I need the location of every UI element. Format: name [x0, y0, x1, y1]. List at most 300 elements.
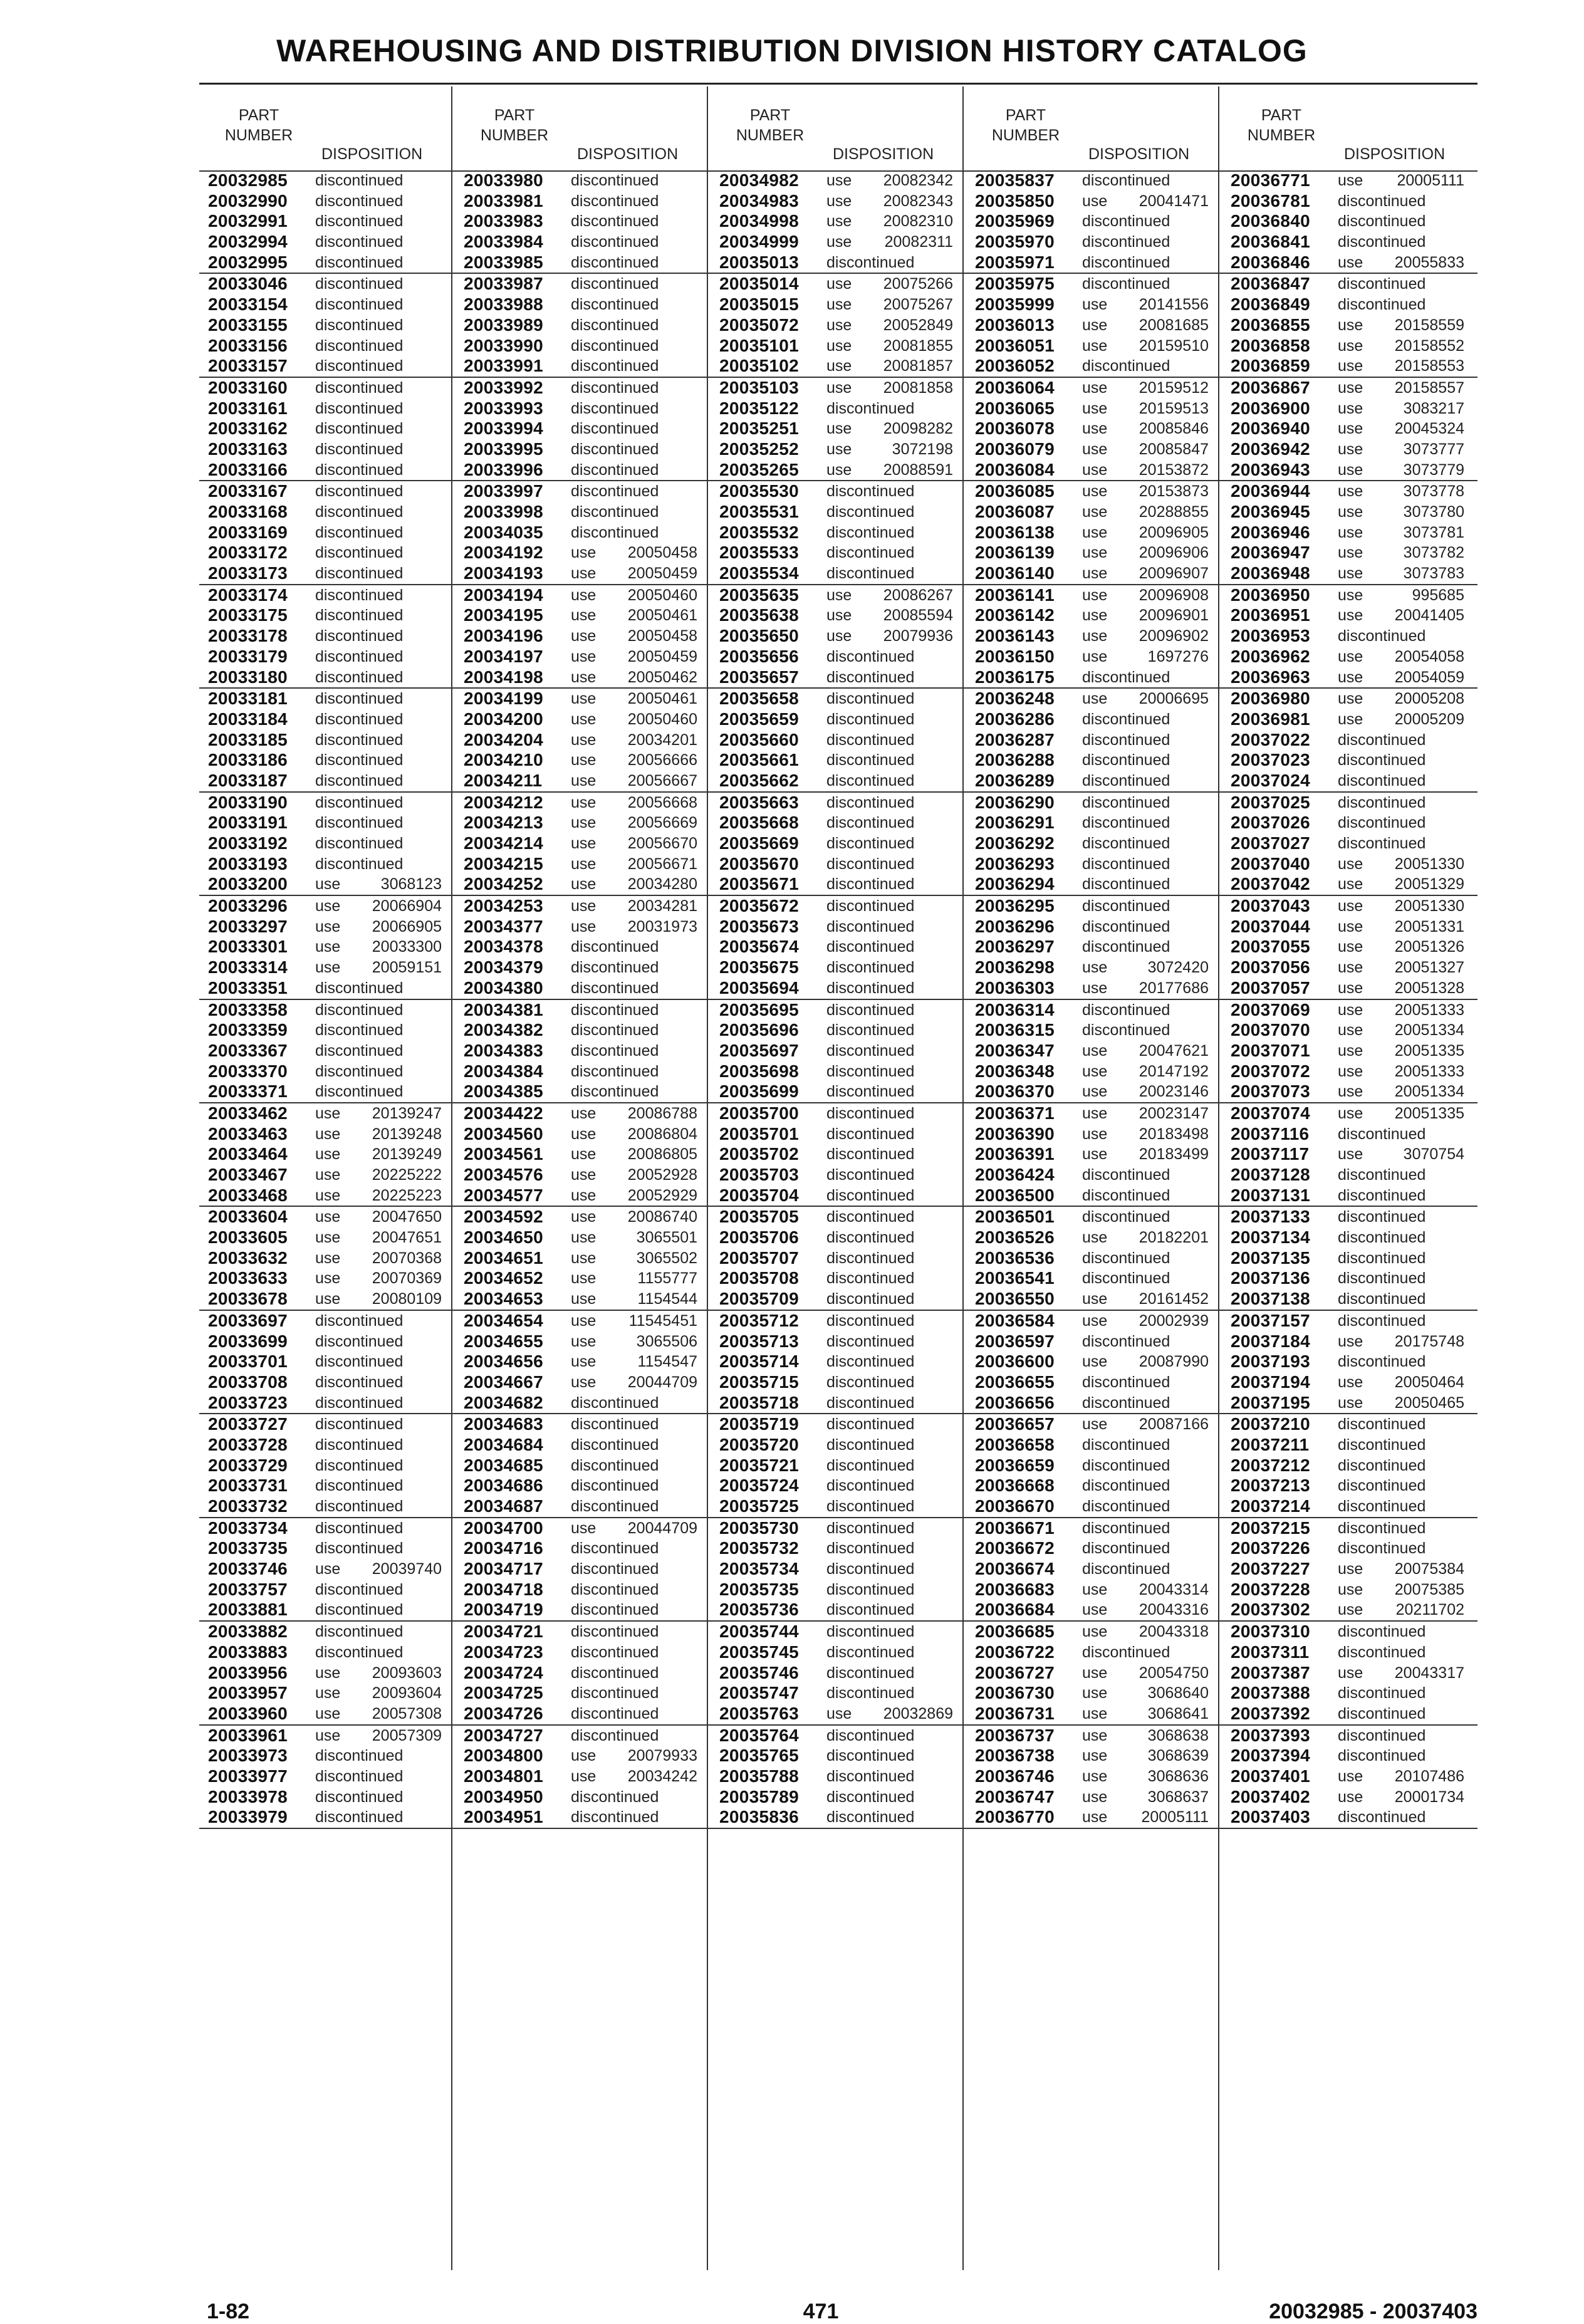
disposition-use: use: [571, 1104, 597, 1122]
table-row: [455, 750, 711, 771]
disposition-use: use: [1338, 959, 1363, 977]
part-number: 20037135: [1231, 1248, 1310, 1268]
table-row: [199, 874, 455, 896]
part-number: 20036841: [1231, 232, 1310, 252]
table-row: [711, 1559, 966, 1580]
table-row: [711, 667, 966, 689]
disposition: [1082, 1580, 1209, 1600]
disposition-use: use: [826, 316, 852, 334]
disposition: discontinued: [315, 1083, 404, 1101]
part-number: 20034382: [464, 1020, 543, 1040]
table-row: [711, 1372, 966, 1393]
disposition: discontinued: [315, 1311, 404, 1330]
table-row: [199, 730, 455, 751]
table-row: [1222, 1020, 1477, 1041]
replacement-number: 20153872: [1138, 461, 1209, 479]
part-number: 20034650: [464, 1227, 543, 1248]
table-row: [455, 689, 711, 709]
disposition: discontinued: [826, 710, 915, 728]
disposition: discontinued: [1082, 233, 1170, 251]
table-row: [966, 626, 1222, 647]
disposition: [315, 1207, 442, 1227]
disposition: discontinued: [571, 1083, 659, 1101]
disposition: discontinued: [315, 192, 404, 210]
disposition: discontinued: [571, 1021, 659, 1040]
part-number: 20033370: [208, 1061, 288, 1081]
table-row: [455, 1248, 711, 1269]
disposition-use: use: [315, 897, 341, 915]
part-number: 20034576: [464, 1165, 543, 1184]
disposition: discontinued: [1082, 938, 1170, 956]
table-row: [966, 1165, 1222, 1185]
header-disposition: DISPOSITION: [577, 145, 679, 163]
table-row: [199, 1372, 455, 1393]
disposition: discontinued: [826, 1519, 915, 1537]
disposition: discontinued: [1082, 1001, 1170, 1019]
disposition: discontinued: [826, 668, 915, 686]
part-number: 20033632: [208, 1248, 288, 1268]
replacement-number: 20006695: [1138, 690, 1209, 708]
disposition-use: use: [571, 1353, 597, 1371]
part-number: 20037116: [1231, 1123, 1310, 1144]
disposition-use: use: [1338, 1788, 1363, 1806]
table-row: [711, 1248, 966, 1269]
table-row: [966, 771, 1222, 793]
disposition: [1082, 1663, 1209, 1684]
disposition: discontinued: [571, 399, 659, 417]
part-number: 20034195: [464, 605, 543, 625]
table-row: [455, 563, 711, 585]
part-number: 20034213: [464, 813, 543, 833]
part-number: 20035746: [719, 1662, 799, 1682]
disposition-use: use: [315, 1704, 341, 1722]
disposition-use: use: [1082, 1062, 1108, 1080]
part-number: 20034667: [464, 1372, 543, 1392]
disposition: [571, 854, 697, 875]
disposition: discontinued: [1338, 771, 1426, 789]
part-number: 20037157: [1231, 1310, 1310, 1330]
disposition: discontinued: [315, 855, 404, 873]
replacement-number: 20066904: [372, 897, 442, 915]
part-number: 20034727: [464, 1725, 543, 1745]
replacement-number: 20066905: [372, 917, 442, 935]
disposition: discontinued: [1082, 253, 1170, 271]
disposition: [1338, 460, 1464, 481]
disposition: [1338, 563, 1464, 584]
part-number: 20037311: [1231, 1642, 1310, 1662]
replacement-number: 11545451: [628, 1311, 697, 1330]
disposition: discontinued: [826, 1601, 915, 1619]
disposition: discontinued: [1082, 897, 1170, 915]
table-row: [455, 1268, 711, 1289]
header-part-number: [723, 105, 817, 145]
disposition: discontinued: [826, 793, 915, 811]
table-row: [966, 1207, 1222, 1227]
replacement-number: 20211702: [1395, 1601, 1464, 1619]
disposition: [315, 1248, 442, 1269]
part-number: 20033979: [208, 1807, 288, 1827]
disposition: [1338, 1766, 1464, 1787]
table-row: [711, 896, 966, 917]
disposition-use: use: [571, 710, 597, 728]
part-number: 20037072: [1231, 1061, 1310, 1081]
disposition-use: use: [571, 1249, 597, 1267]
part-number: 20035763: [719, 1703, 799, 1723]
table-row: [711, 1580, 966, 1600]
table-row: [966, 1081, 1222, 1103]
table-row: [1222, 1227, 1477, 1248]
part-number: 20036293: [975, 853, 1055, 873]
table-row: [455, 460, 711, 482]
part-number: 20033163: [208, 439, 288, 459]
replacement-number: 20047621: [1138, 1041, 1209, 1060]
disposition: [1338, 896, 1464, 917]
disposition: discontinued: [826, 1540, 915, 1558]
disposition-use: use: [1082, 1704, 1108, 1722]
disposition: discontinued: [571, 959, 659, 977]
disposition-use: use: [1338, 1560, 1363, 1578]
part-number: 20036371: [975, 1103, 1055, 1123]
table-row: [1222, 563, 1477, 585]
disposition-use: use: [1082, 440, 1108, 458]
part-number: 20034210: [464, 750, 543, 770]
disposition: discontinued: [571, 938, 659, 956]
part-number: 20037117: [1231, 1144, 1310, 1164]
disposition: discontinued: [1082, 1373, 1170, 1391]
part-number: 20036671: [975, 1518, 1055, 1538]
replacement-number: 3083217: [1403, 399, 1464, 417]
replacement-number: 20051330: [1394, 897, 1464, 915]
disposition: discontinued: [1082, 710, 1170, 728]
part-number: 20034682: [464, 1392, 543, 1412]
replacement-number: 20159512: [1138, 378, 1209, 397]
table-row: [711, 1124, 966, 1145]
disposition: discontinued: [1082, 212, 1170, 231]
part-number: 20034379: [464, 957, 543, 977]
part-number: 20033178: [208, 626, 288, 646]
disposition: discontinued: [315, 710, 404, 728]
replacement-number: 20096906: [1138, 544, 1209, 562]
replacement-number: 20050459: [627, 565, 697, 583]
table-row: [1222, 1726, 1477, 1746]
disposition: [1082, 1124, 1209, 1145]
disposition-use: use: [826, 1704, 852, 1722]
table-row: [199, 1393, 455, 1415]
table-row: [455, 274, 711, 294]
part-number: 20037022: [1231, 729, 1310, 749]
disposition-use: use: [571, 586, 597, 604]
replacement-number: 20055833: [1394, 253, 1464, 271]
table-row: [455, 1456, 711, 1476]
part-number: 20037310: [1231, 1622, 1310, 1642]
table-row: [966, 274, 1222, 294]
table-row: [1222, 1787, 1477, 1808]
disposition-use: use: [1082, 1767, 1108, 1785]
disposition: [826, 378, 953, 399]
part-number: 20035252: [719, 439, 799, 459]
disposition-use: use: [1338, 1041, 1363, 1060]
disposition: discontinued: [1338, 1540, 1426, 1558]
part-number: 20037227: [1231, 1559, 1310, 1579]
table-row: [711, 1103, 966, 1124]
part-number: 20037302: [1231, 1600, 1310, 1620]
part-number: 20034592: [464, 1207, 543, 1227]
table-row: [455, 1600, 711, 1622]
table-row: [199, 315, 455, 336]
part-number: 20033186: [208, 750, 288, 770]
disposition: [571, 1103, 697, 1124]
replacement-number: 20041471: [1138, 192, 1209, 210]
part-number: 20035072: [719, 315, 799, 335]
table-row: [711, 294, 966, 315]
disposition: discontinued: [571, 1580, 659, 1598]
part-number: 20035673: [719, 916, 799, 936]
table-row: [199, 1807, 455, 1829]
table-row: [1222, 253, 1477, 274]
part-number: 20033983: [464, 211, 543, 231]
table-row: [455, 1165, 711, 1185]
table-row: [1222, 813, 1477, 833]
disposition: discontinued: [571, 1704, 659, 1722]
part-number: 20036315: [975, 1020, 1055, 1040]
disposition: discontinued: [826, 1373, 915, 1391]
disposition: [571, 874, 697, 895]
part-number: 20034719: [464, 1600, 543, 1620]
table-row: [1222, 1000, 1477, 1021]
table-row: [455, 502, 711, 523]
table-row: [1222, 1642, 1477, 1663]
part-number: 20034193: [464, 563, 543, 583]
replacement-number: 20051328: [1394, 979, 1464, 997]
part-number: 20036656: [975, 1392, 1055, 1412]
table-row: [966, 1041, 1222, 1061]
disposition: discontinued: [826, 647, 915, 665]
table-row: [966, 1352, 1222, 1372]
part-number: 20033987: [464, 274, 543, 294]
part-number: 20037070: [1231, 1020, 1310, 1040]
part-number: 20037057: [1231, 977, 1310, 998]
table-row: [1222, 957, 1477, 978]
disposition-use: use: [315, 1186, 341, 1204]
replacement-number: 20056669: [627, 814, 697, 832]
part-number: 20037210: [1231, 1414, 1310, 1434]
table-row: [711, 1456, 966, 1476]
disposition: discontinued: [571, 1415, 659, 1434]
disposition: discontinued: [571, 420, 659, 438]
disposition-use: use: [315, 1145, 341, 1164]
replacement-number: 20158557: [1394, 378, 1464, 397]
disposition: discontinued: [1082, 1477, 1170, 1495]
table-row: [966, 232, 1222, 253]
replacement-number: 20023147: [1138, 1104, 1209, 1122]
part-number: 20033746: [208, 1559, 288, 1579]
disposition-use: use: [1338, 607, 1363, 625]
table-row: [199, 1311, 455, 1331]
table-row: [199, 750, 455, 771]
part-number: 20036684: [975, 1600, 1055, 1620]
table-row: [199, 294, 455, 315]
replacement-number: 3072420: [1147, 959, 1209, 977]
disposition-use: use: [1338, 1373, 1363, 1391]
disposition: discontinued: [826, 503, 915, 521]
disposition: discontinued: [315, 835, 404, 852]
table-row: [1222, 896, 1477, 917]
disposition: discontinued: [1082, 668, 1170, 686]
part-number: 20033727: [208, 1414, 288, 1434]
replacement-number: 3065506: [636, 1332, 697, 1350]
replacement-number: 20096907: [1138, 565, 1209, 583]
disposition: discontinued: [571, 440, 659, 458]
disposition-use: use: [1338, 399, 1363, 417]
disposition: discontinued: [1082, 731, 1170, 749]
replacement-number: 20079933: [627, 1747, 697, 1765]
table-row: [711, 191, 966, 212]
disposition: discontinued: [1082, 172, 1170, 189]
part-number: 20035745: [719, 1642, 799, 1662]
disposition: discontinued: [826, 1186, 915, 1204]
disposition-use: use: [1338, 855, 1363, 873]
table-row: [1222, 605, 1477, 626]
header-disposition: DISPOSITION: [833, 145, 934, 163]
table-row: [455, 1787, 711, 1808]
table-row: [1222, 1538, 1477, 1559]
table-row: [711, 1663, 966, 1684]
table-row: [1222, 1476, 1477, 1496]
table-row: [199, 896, 455, 917]
part-number: 20035657: [719, 667, 799, 687]
disposition-use: use: [1338, 586, 1363, 604]
disposition: [1338, 854, 1464, 875]
disposition: discontinued: [826, 1623, 915, 1641]
disposition-use: use: [1338, 1021, 1363, 1040]
table-row: [711, 1144, 966, 1165]
disposition: [571, 1207, 697, 1227]
replacement-number: 20088591: [883, 461, 953, 479]
disposition-use: use: [1082, 1353, 1108, 1371]
part-number: 20036391: [975, 1144, 1055, 1164]
table-row: [1222, 1268, 1477, 1289]
disposition: discontinued: [826, 523, 915, 541]
disposition: [1338, 667, 1464, 688]
table-row: [711, 937, 966, 957]
disposition: discontinued: [1338, 1519, 1426, 1537]
disposition: discontinued: [315, 731, 404, 749]
table-row: [199, 1580, 455, 1600]
part-number: 20035534: [719, 563, 799, 583]
replacement-number: 20183499: [1138, 1145, 1209, 1164]
part-number: 20035102: [719, 356, 799, 376]
replacement-number: 20080109: [372, 1290, 442, 1308]
table-row: [1222, 1372, 1477, 1393]
disposition: [571, 1518, 697, 1539]
part-number: 20037213: [1231, 1476, 1310, 1496]
disposition: [571, 1144, 697, 1165]
part-number: 20037212: [1231, 1455, 1310, 1475]
disposition: discontinued: [315, 1001, 404, 1019]
table-row: [199, 502, 455, 523]
disposition: discontinued: [571, 1664, 659, 1682]
part-number: 20033167: [208, 481, 288, 501]
disposition: discontinued: [826, 1021, 915, 1040]
part-number: 20035747: [719, 1683, 799, 1703]
disposition: discontinued: [315, 523, 404, 541]
disposition: discontinued: [1082, 1456, 1170, 1474]
disposition: [1338, 356, 1464, 377]
part-number: 20033180: [208, 667, 288, 687]
disposition: [1082, 1766, 1209, 1787]
part-number: 20037215: [1231, 1518, 1310, 1538]
table-row: [455, 439, 711, 460]
table-row: [199, 356, 455, 378]
table-row: [711, 1165, 966, 1185]
disposition-use: use: [1338, 1394, 1363, 1412]
part-number: 20035703: [719, 1165, 799, 1184]
replacement-number: 20096902: [1138, 627, 1209, 645]
replacement-number: 20096905: [1138, 523, 1209, 541]
part-number: 20036064: [975, 377, 1055, 397]
table-row: [455, 978, 711, 1000]
part-number: 20036295: [975, 896, 1055, 916]
disposition-use: use: [315, 1104, 341, 1122]
disposition: [571, 813, 697, 833]
disposition: [1082, 1227, 1209, 1248]
disposition: discontinued: [571, 1394, 659, 1412]
part-number: 20036298: [975, 957, 1055, 977]
table-row: [455, 1020, 711, 1041]
part-number: 20034204: [464, 729, 543, 749]
disposition: [571, 689, 697, 709]
header-disposition: DISPOSITION: [321, 145, 423, 163]
disposition: discontinued: [826, 1767, 915, 1785]
replacement-number: 20075385: [1394, 1580, 1464, 1598]
disposition: discontinued: [571, 212, 659, 231]
table-row: [199, 667, 455, 689]
header-number-label: NUMBER: [224, 127, 293, 144]
part-number: 20033371: [208, 1081, 288, 1102]
disposition: [1338, 978, 1464, 999]
table-row: [199, 585, 455, 606]
part-number: 20036597: [975, 1331, 1055, 1351]
disposition: discontinued: [315, 253, 404, 271]
part-number: 20037194: [1231, 1372, 1310, 1392]
part-number: 20033160: [208, 377, 288, 397]
disposition: [1338, 585, 1464, 606]
part-number: 20033179: [208, 646, 288, 666]
part-number: 20035724: [719, 1476, 799, 1496]
disposition: discontinued: [315, 1373, 404, 1391]
replacement-number: 20051335: [1394, 1041, 1464, 1060]
part-number: 20036052: [975, 356, 1055, 376]
replacement-number: 20075267: [883, 296, 953, 314]
table-row: [455, 1124, 711, 1145]
table-row: [455, 709, 711, 730]
part-number: 20033734: [208, 1518, 288, 1538]
disposition: discontinued: [571, 275, 659, 293]
catalog-column-1: [199, 86, 455, 2273]
part-number: 20036683: [975, 1579, 1055, 1599]
part-number: 20035671: [719, 874, 799, 894]
disposition: discontinued: [571, 1788, 659, 1806]
part-number: 20033961: [208, 1725, 288, 1745]
disposition: [1338, 170, 1464, 191]
part-number: 20037043: [1231, 896, 1310, 916]
part-number: 20036944: [1231, 481, 1310, 501]
disposition: discontinued: [826, 1498, 915, 1515]
disposition-use: use: [1338, 378, 1363, 397]
replacement-number: 20034201: [627, 731, 697, 749]
table-row: [711, 1435, 966, 1456]
part-number: 20037025: [1231, 792, 1310, 812]
